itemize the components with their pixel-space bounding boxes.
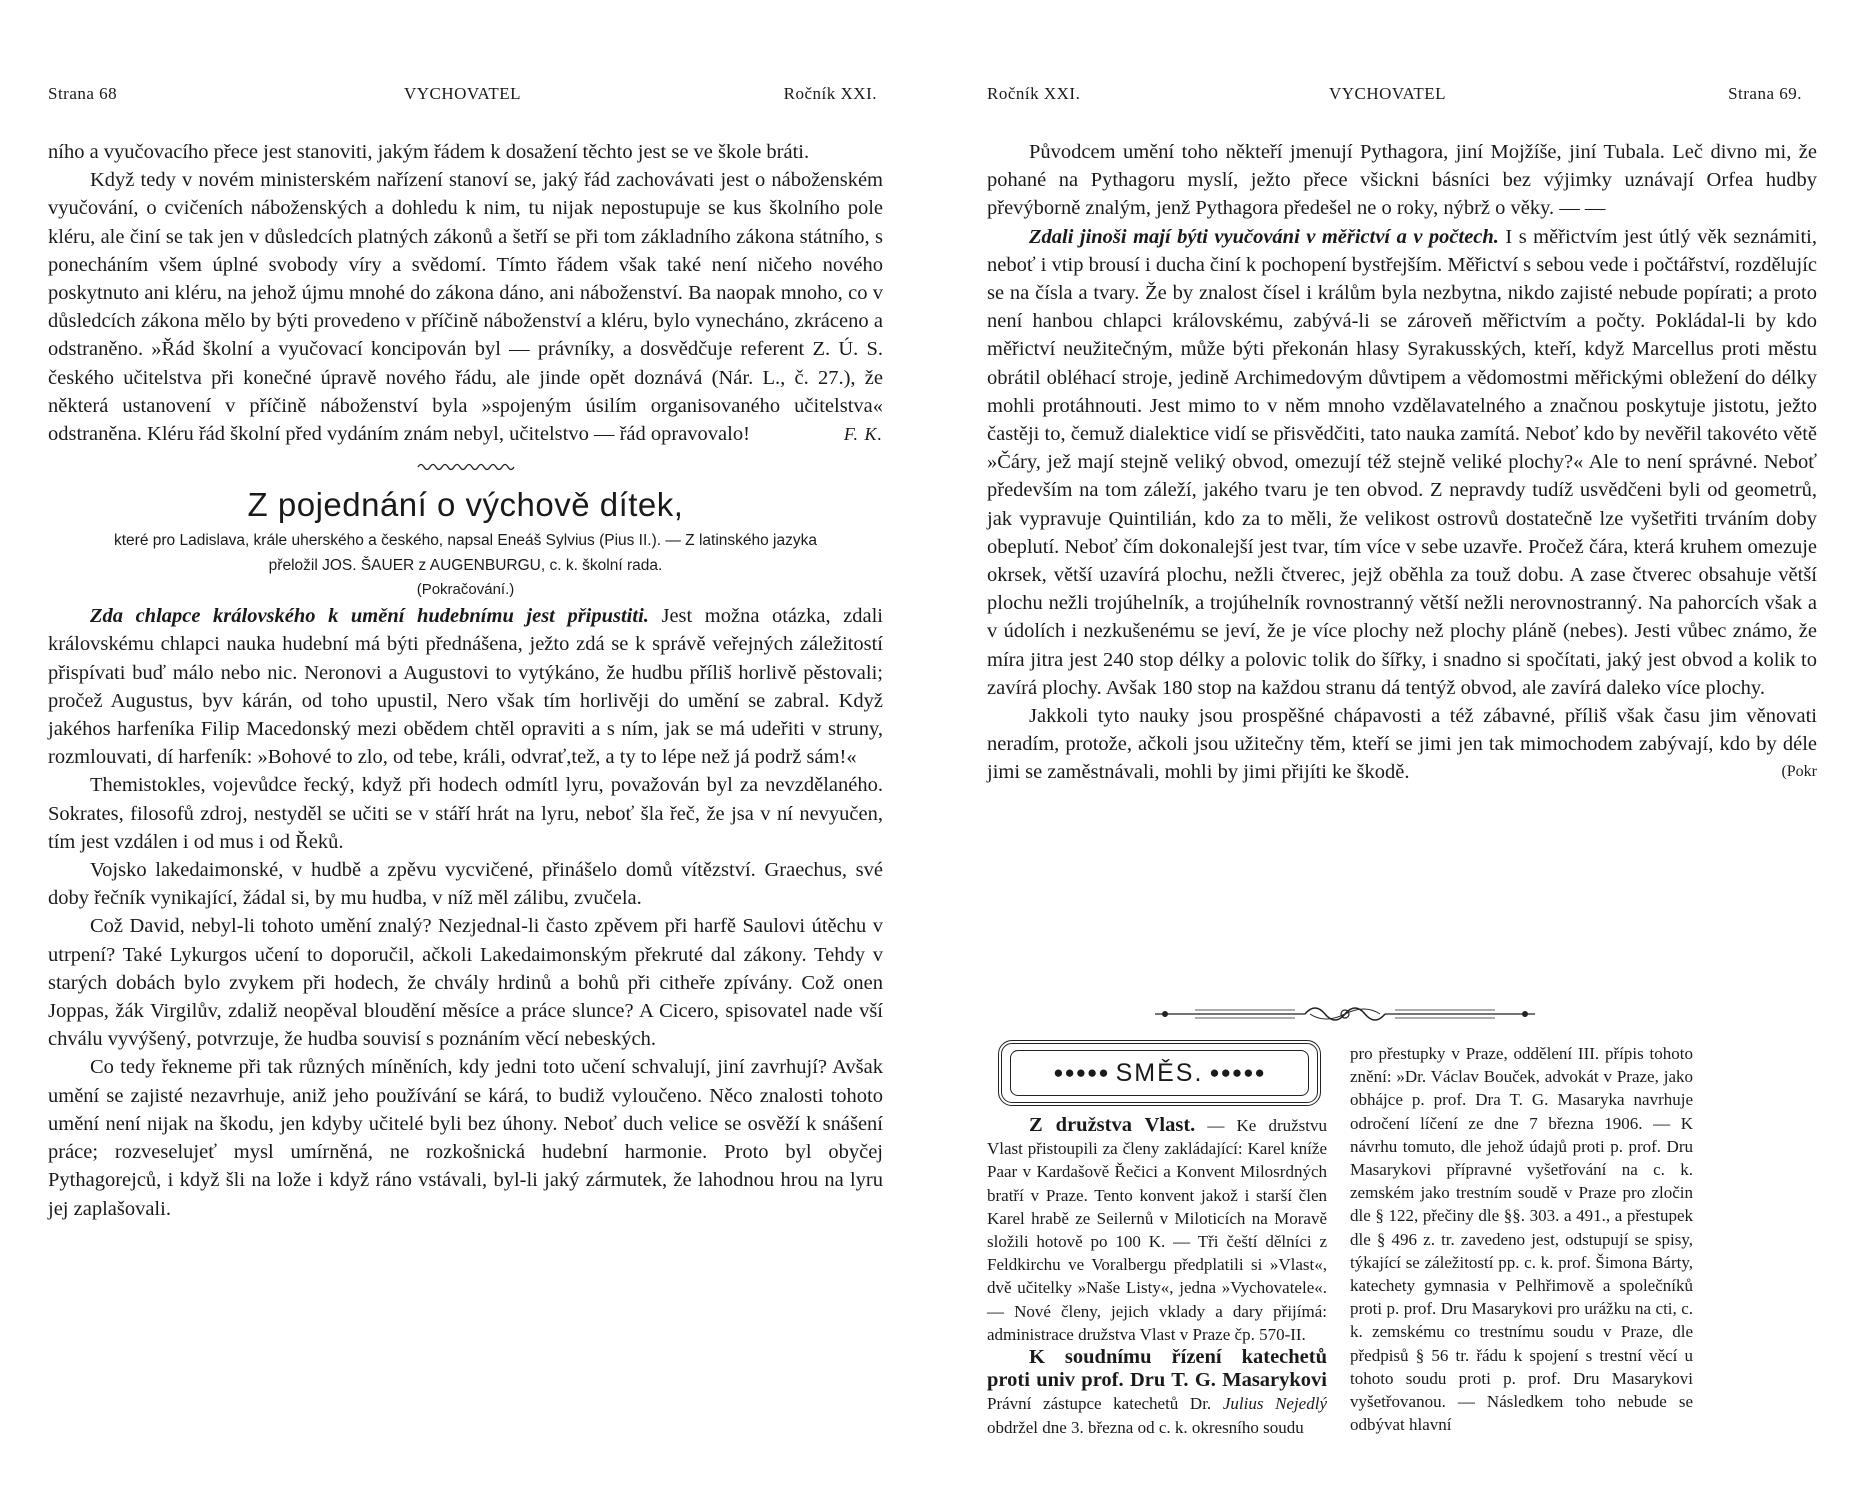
right-column [987,138,1817,787]
page-number: Strana 69. [1728,84,1802,103]
volume-label: Ročník XXI. [783,84,877,103]
paragraph [987,223,1817,702]
paragraph: Což David, nebyl-li tohoto umění znalý? Nezjednal-li často zpěvem při harfě Saulovi útěchu v utrpení? Také Lykurgos učení to doporučil, ačkoli Lakedaimonským překruté dal zákony. Tehdy v starých dobách bylo zvykem při hodech, že chvály hrdinů a bohů při citheře zpívány. Což onen Joppas, žák Virgilův, zdaliž neopěval bloudění měsíce a práce slunce? A Cicero, spisovatel nade vší chválu vyvýšený, potvrzuje, že hudba souvisí s poznáním věcí nebeských. [48,915,883,1051]
paragraph [48,602,883,771]
continued-paragraph: ního a vyučovacího přece jest stanoviti, jakým řádem k dosažení těchto jest se ve škole bráti. [48,141,810,163]
page-number: Strana 68 [48,84,118,103]
smes-heading-box [998,1040,1321,1106]
dots-decoration: ●●●●● [1209,1063,1266,1082]
paragraph-text: Jakkoli tyto nauky jsou prospěšné chápavosti a též zábavné, příliš však času jim věnovati neradím, protože, ačkoli jsou užitečny těm, kteří se jimi jen tak mimochodem zabývají, kdo by déle jimi se zaměstnávali, mohli by jimi přijíti ke škodě. [987,705,1817,784]
news-heading: Z družstva Vlast. [1029,1114,1196,1136]
paragraph: Původcem umění toho někteří jmenují Pythagora, jiní Mojžíše, jiní Tubala. Leč divno mi, že pohané na Pythagoru myslí, ježto přece všickni básníci bez výjimky uznávají Orfea hudby převýborně znalým, jenž Pythagora předešel ne o roky, nýbrž o věky. — — [987,141,1817,220]
smes-heading: SMĚS. [1115,1058,1204,1087]
paragraph: Vojsko lakedaimonské, v hudbě a zpěvu vycvičené, přinášelo domů vítězství. Graechus, své doby řečník vynikající, žádal si, by mu hudba, v níž měl zálibu, zvučela. [48,859,883,910]
news-item [987,1114,1327,1346]
journal-title: VYCHOVATEL [403,84,522,103]
dots-decoration: ●●●●● [1053,1063,1110,1082]
news-text: obdržel dne 3. března od c. k. okresního soudu [987,1417,1304,1437]
signature: F. K. [843,424,883,445]
article-subtitle: které pro Ladislava, krále uherského a českého, napsal Eneáš Sylvius (Pius II.). — Z latinského jazyka [113,532,817,550]
squiggle-divider [48,454,883,478]
journal-title: VYCHOVATEL [1328,84,1447,103]
paragraph-text: Když tedy v novém ministerském nařízení stanoví se, jaký řád zachovávati jest o náboženském vyučování, o cvičeních náboženských a dohledu k nim, tu nijak nepostupuje se kus školního pole kléru, ale činí se tak jen v důsledcích platných zákonů a šetří se při tom základního zákona státního, s ponecháním všem úplné svobody víry a svědomí. Tímto řádem však také není ničeho nového poskytnuto ani kléru, na jehož újmu mnohé do zákona dáno, ani náboženství. Ba naopak mnoho, co v důsledcích zákona mělo by býti provedeno v příčině náboženství a kléru, bylo vynecháno, zkráceno a odstraněno. »Řád školní a vyučovací koncipován byl — právníky, a dosvědčuje referent Z. Ú. S. českého učitelstva při konečné úpravě nového řádu, ale jinde opět doznává (Nár. L., č. 27.), že některá ustanovení v příčině náboženství byla »spojeným úsilím organisovaného učitelstva« odstraněna. Kléru řád školní před vydáním znám nebyl, učitelstvo — řád opravovalo! [48,169,883,446]
news-name: Julius Nejedlý [1222,1394,1327,1414]
news-column-2 [1350,1042,1693,1436]
article-translator: přeložil JOS. ŠAUER z AUGENBURGU, c. k. školní rada. [268,557,663,575]
continuation-note: (Pokr [1781,763,1817,781]
ornament-divider [1135,1000,1555,1028]
article-title: Z pojednání o výchově dítek, [247,486,684,524]
section-heading: Zdali jinoši mají býti vyučováni v měřictví a v počtech. [1029,225,1499,248]
section-heading: Zda chlapce královského k umění hudebnímu jest připustiti. [90,605,649,628]
paragraph [48,166,883,448]
paragraph [987,702,1817,787]
news-item [987,1346,1327,1439]
news-heading: K soudnímu řízení katechetů proti univ prof. Dru T. G. Masarykovi [987,1346,1327,1392]
news-text: Právní zástupce katechetů Dr. [987,1394,1212,1414]
paragraph-text: I s měřictvím jest útlý věk seznámiti, neboť i vtip brousí i ducha činí k pochopení bystřejším. Měřictví s sebou vede i počtářství, rozdělujíc se na čísla a tvary. Že by znalost čísel i králům byla nezbytna, nikdo zajisté nebude popírati; a proto není hanbou chlapci královskému, zabývá-li se zároveň měřictvím a počty. Pokládal-li by kdo měřictví neužitečným, může býti překonán hlasy Syrakusských, kteří, když Marcellus proti městu obrátil obléhací stroje, jedině Archimedovým důvtipem a vědomostmi měřickými obležení do délky mohli protáhnouti. Jest mimo to v něm mnoho vzdělavatelného a značnou poskytuje jistotu, ježto častěji to, čemuž dialektice vidí se přisvědčiti, tato nauka zamítá. Neboť kdo by nevěřil takovéto větě »Čáry, jež mají stejně veliký obvod, omezují též stejně veliké plochy?« Ale to není správné. Neboť především na tom záleží, jakého tvaru je ten obvod. Z nepravdy tudíž usvědčeni byli od geometrů, jak vypravuje Quintilián, kdo za to měli, že velikost ostrovů dostatečně lze vyšetřiti trváním doby obeplutí. Neboť čím dokonalejší jest tvar, tím více v sebe uzavře. Pročež čára, která kruhem omezuje okrsek, větší uzavírá plochu, nežli čtverec, jejž oběhla za touž dobu. A zase čtverec obsahuje větší plochu nežli trojúhelník, a trojúhelník rovnostranný větší nežli nerovnostranný. Na pahorcích však a v údolích i nezkušenému se jeví, že je více plochy než plochy pláně (nebes). Jesti vůbec známo, že míra jitra jest 240 stop délky a polovic tolik do šířky, i snadno si spočítati, jaký jest obvod a kolik to zavírá plochy. Avšak 180 stop na každou stranu dá tentýž obvod, ale zavírá daleko více plochy. [987,225,1817,699]
left-column [48,138,883,1223]
volume-label: Ročník XXI. [987,84,1081,103]
paragraph-text: Jest možna otázka, zdali královskému chlapci nauka hudební má býti přednášena, ježto zdá se k správě veřejných záležitostí přispívati buď málo nebo nic. Neronovi a Augustovi to vytýkáno, že hudbu příliš horlivě pěstovali; pročež Augustus, byv kárán, od toho upustil, Nero však tím horlivěji do umění se zabral. Když jakéhos harfeníka Filip Macedonský mezi obědem chtěl opraviti a s ním, jak se má udeřiti v struny, rozmlouvati, dí harfeník: »Bohové to zlo, od tebe, králi, odvrať,tež, a ty to lépe než já podrž sám!« [48,605,883,769]
paragraph: Co tedy řekneme při tak různých míněních, kdy jedni toto učení schvalují, jiní zavrhují? Avšak umění se zajisté nezavrhuje, aniž jeho používání se kárá, to budiž vyloučeno. Něco znalosti tohoto umění není nijak na škodu, jen kdyby učitelé byli bez úhony. Neboť duch velice se osvěží k snášení práce; rozveselujeť mysl umírněná, ne rozkošnická hudební harmonie. Proto byl obyčej Pythagorejců, i když šli na lože i když ráno vstávali, byl-li jaký zármutek, že lahodnou hrou na lyru jej zaplašovali. [48,1056,883,1220]
news-text: pro přestupky v Praze, oddělení III. přípis tohoto znění: »Dr. Václav Bouček, advokát v Praze, jako obhájce p. prof. Dra T. G. Masaryka navrhuje odročení líčení ze dne 7 března 1906. — K návrhu tomuto, dle jehož údajů proti p. prof. Dru Masarykovi přípravné vyšetřování na c. k. zemském jako trestním soudě v Praze pro zločin dle § 122, přečiny dle §§. 303. a 491., a přestupek dle § 496 z. tr. zavedeno jest, odstupují se spisy, týkající se záležitostí pp. c. k. prof. Šimona Bárty, katechety gymnasia v Pelhřimově a společníků proti p. prof. Dru Masarykovi pro urážku na cti, c. k. zemskému co trestnímu soudu v Praze, dle předpisů § 56 tr. řádu k spojení s trestní věcí u tohoto soudu proti p. prof. Dru Masarykovi vyšetřovanou. — Následkem toho nebude se odbývat hlavní [1350,1044,1693,1435]
right-page [925,0,1850,1500]
continuation-note: (Pokračování.) [416,581,515,599]
news-column-1 [987,1114,1327,1439]
paragraph: Themistokles, vojevůdce řecký, když při hodech odmítl lyru, považován byl za nevzdělaného. Sokrates, filosofů zdroj, nestyděl se učiti se v stáří hrát na lyru, neboť šla řeč, že jsa v ní nevyučen, tím jest vzdálen i od mus i od Řeků. [48,774,883,853]
news-text: — Ke družstvu Vlast přistoupili za členy zakládající: Karel kníže Paar v Kardašově Řečici a Konvent Milosrdných bratří v Praze. Tento konvent jakož i starší člen Karel hrabě ze Seilernů v Miloticích na Moravě složili hotově po 100 K. — Tři čeští dělníci z Feldkirchu ve Voralbergu předplatili si »Vlast«, dvě učitelky »Naše Listy«, jedna »Vychovatele«. — Nové členy, jejich vklady a dary přijímá: administrace družstva Vlast v Praze čp. 570-II. [987,1116,1328,1344]
smes-heading-inner [1010,1050,1309,1096]
